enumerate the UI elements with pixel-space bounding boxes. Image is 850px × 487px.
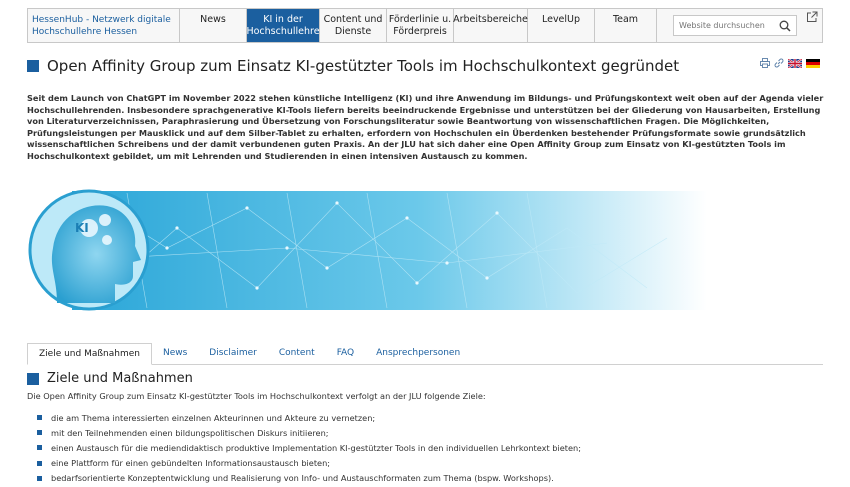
top-navigation	[27, 8, 823, 43]
section-title: Ziele und Maßnahmen	[47, 371, 193, 386]
section-heading-row	[27, 371, 193, 386]
banner-ki-label: KI	[75, 221, 89, 235]
page-title: Open Affinity Group zum Einsatz KI-gestützter Tools im Hochschulkontext gegründet	[47, 57, 680, 75]
search-box	[673, 15, 797, 36]
section-square-icon	[27, 373, 39, 385]
nav-item-ki-hochschullehre[interactable]: KI in der Hochschullehre	[247, 9, 320, 42]
tab-content[interactable]: Content	[278, 348, 315, 358]
intro-text: Seit dem Launch von ChatGPT im November 2022 stehen künstliche Intelligenz (KI) und ihre Anwendung im Bildungs- und Prüfungskontext weit oben auf der Agenda vieler Hochschullehrenden. Insbesondere sprachgenerative KI-Tools liefern bereits beeindruckende Ergebnisse und unterstützen bei der Gliederung von Hausarbeiten, Erstellung von Literaturverzeichnissen, Paraphrasierung und Übersetzung von Forschungsliteratur sowie Beantwortung von wissenschaftlichen Fragen. Die Möglichkeiten, Prüfungsleistungen per Mausklick und auf dem Silber-Tablet zu erhalten, erfordern von Hochschulen ein Überdenken bestehender Prüfungsformate sowie grundsätzlich wissenschaftlichen Schreibens und der damit verbundenen guten Praxis. An der JLU hat sich daher eine Open Affinity Group zum Einsatz von KI-gestützten Tools im Hochschulkontext gebildet, um mit Lehrenden und Studierenden in einen intensiven Austausch zu kommen.	[27, 93, 824, 161]
goals-list	[37, 410, 581, 486]
list-item: eine Plattform für einen gebündelten Informationsaustausch bieten;	[37, 456, 581, 471]
tab-faq[interactable]: FAQ	[336, 348, 355, 358]
english-flag-icon[interactable]	[788, 59, 802, 68]
tab-ansprechpersonen[interactable]: Ansprechpersonen	[376, 348, 461, 358]
search-icon[interactable]	[779, 20, 791, 32]
ki-banner-image	[27, 188, 707, 313]
search-area	[657, 9, 785, 42]
external-link-icon[interactable]	[806, 11, 818, 23]
nav-item-team[interactable]: Team	[595, 9, 657, 42]
page-title-row	[27, 57, 679, 75]
print-icon[interactable]	[760, 58, 770, 68]
list-item: die am Thema interessierten einzelnen Akteurinnen und Akteure zu vernetzen;	[37, 410, 581, 425]
nav-item-foerderlinie[interactable]: Förderlinie u. Förderpreis	[387, 9, 454, 42]
brand-link[interactable]: HessenHub - Netzwerk digitale Hochschullehre Hessen	[28, 9, 180, 42]
list-item: einen Austausch für die mediendidaktisch produktive Implementation KI-gestützter Tools in den individuellen Lehrkontext bieten;	[37, 440, 581, 455]
nav-item-content-dienste[interactable]: Content und Dienste	[320, 9, 387, 42]
content-tabs	[27, 343, 823, 365]
link-icon[interactable]	[774, 58, 784, 68]
nav-item-news[interactable]: News	[180, 9, 247, 42]
nav-item-arbeitsbereiche[interactable]: Arbeitsbereiche	[454, 9, 528, 42]
page-tools	[760, 58, 820, 68]
list-item: bedarfsorientierte Konzeptentwicklung und Realisierung von Info- und Austauschformaten zum Thema (bspw. Workshops).	[37, 471, 581, 486]
search-input[interactable]	[679, 21, 779, 30]
tab-news[interactable]: News	[162, 348, 188, 358]
list-item: mit den Teilnehmenden einen bildungspolitischen Diskurs initiieren;	[37, 425, 581, 440]
tab-disclaimer[interactable]: Disclaimer	[209, 348, 257, 358]
nav-item-levelup[interactable]: LevelUp	[528, 9, 595, 42]
title-square-icon	[27, 60, 39, 72]
tab-ziele-massnahmen[interactable]: Ziele und Maßnahmen	[27, 343, 152, 365]
german-flag-icon[interactable]	[806, 59, 820, 68]
section-lead: Die Open Affinity Group zum Einsatz KI-gestützter Tools im Hochschulkontext verfolgt an der JLU folgende Ziele:	[27, 391, 486, 401]
